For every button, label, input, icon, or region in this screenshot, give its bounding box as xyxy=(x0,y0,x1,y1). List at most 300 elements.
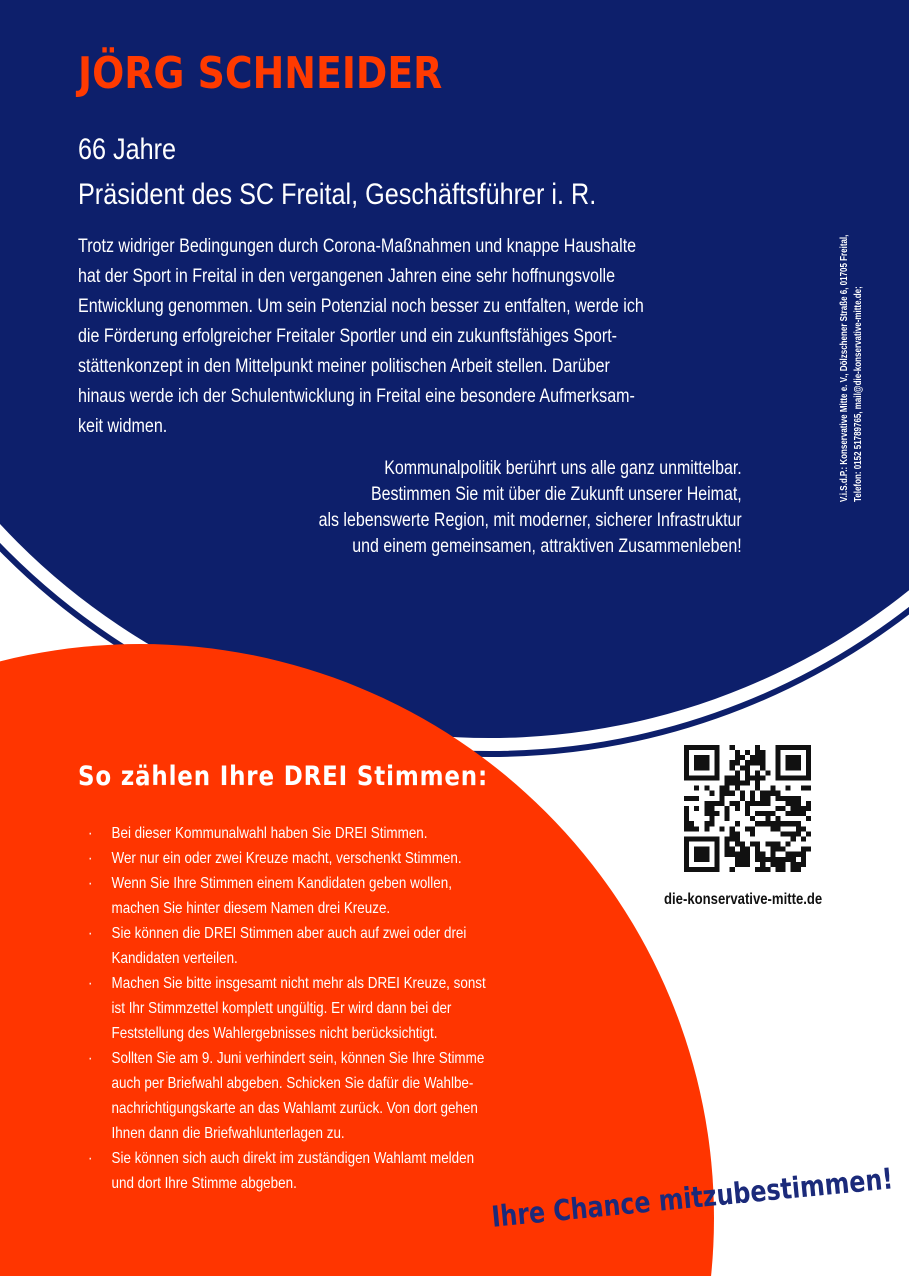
qr-module xyxy=(755,755,760,760)
qr-module xyxy=(689,796,694,801)
qr-module xyxy=(775,796,780,801)
bullet: · xyxy=(88,825,93,842)
list-item xyxy=(88,871,542,921)
bullet: · xyxy=(88,1150,93,1167)
qr-module xyxy=(791,857,796,862)
qr-module xyxy=(709,791,714,796)
qr-module xyxy=(704,786,709,791)
voting-rules-list xyxy=(88,821,542,1196)
qr-module xyxy=(699,852,704,857)
qr-module xyxy=(694,836,699,841)
intro-text xyxy=(78,232,746,442)
qr-module xyxy=(806,786,811,791)
qr-module xyxy=(745,826,750,831)
qr-module xyxy=(775,842,780,847)
qr-module xyxy=(725,775,730,780)
qr-module xyxy=(735,842,740,847)
qr-module xyxy=(770,862,775,867)
qr-module xyxy=(770,842,775,847)
qr-module xyxy=(684,770,689,775)
list-item xyxy=(88,921,542,971)
qr-module xyxy=(755,847,760,852)
qr-module xyxy=(740,781,745,786)
qr-module xyxy=(775,770,780,775)
qr-module xyxy=(704,867,709,872)
qr-module xyxy=(781,862,786,867)
qr-module xyxy=(775,750,780,755)
qr-module xyxy=(750,775,755,780)
qr-module xyxy=(699,836,704,841)
qr-module xyxy=(791,775,796,780)
qr-module xyxy=(689,745,694,750)
qr-module xyxy=(684,796,689,801)
qr-module xyxy=(735,775,740,780)
qr-module xyxy=(796,765,801,770)
qr-module xyxy=(765,821,770,826)
qr-module xyxy=(699,760,704,765)
qr-module xyxy=(786,821,791,826)
qr-module xyxy=(786,755,791,760)
qr-module xyxy=(791,836,796,841)
qr-module xyxy=(714,775,719,780)
qr-module xyxy=(684,867,689,872)
qr-module xyxy=(730,765,735,770)
qr-module xyxy=(699,775,704,780)
list-item xyxy=(88,1046,542,1146)
qr-module xyxy=(755,775,760,780)
qr-module xyxy=(796,862,801,867)
qr-module xyxy=(760,765,765,770)
qr-module xyxy=(714,811,719,816)
qr-module xyxy=(714,852,719,857)
qr-module xyxy=(699,755,704,760)
qr-module xyxy=(781,831,786,836)
qr-module xyxy=(745,781,750,786)
qr-module xyxy=(709,775,714,780)
qr-module xyxy=(796,831,801,836)
qr-module xyxy=(770,821,775,826)
qr-module xyxy=(750,816,755,821)
website-link[interactable]: die-konservative-mitte.de xyxy=(664,891,823,908)
qr-module xyxy=(801,857,806,862)
qr-module xyxy=(755,745,760,750)
list-item-line: Sie können sich auch direkt im zuständigen Wahlamt melden xyxy=(111,1150,475,1167)
qr-module xyxy=(760,760,765,765)
qr-module xyxy=(791,852,796,857)
list-item xyxy=(88,1146,542,1196)
qr-module xyxy=(796,826,801,831)
qr-module xyxy=(694,847,699,852)
qr-module xyxy=(684,811,689,816)
qr-module xyxy=(745,847,750,852)
qr-module xyxy=(791,821,796,826)
appeal-line: Kommunalpolitik berührt uns alle ganz unmittelbar. xyxy=(384,458,742,479)
qr-module xyxy=(740,847,745,852)
qr-module xyxy=(735,750,740,755)
intro-line: stättenkonzept in den Mittelpunkt meiner politischen Arbeit stellen. Darüber xyxy=(78,356,610,377)
qr-module xyxy=(765,796,770,801)
qr-module xyxy=(725,806,730,811)
qr-module xyxy=(791,831,796,836)
list-item-line: Wenn Sie Ihre Stimmen einem Kandidaten geben wollen, xyxy=(111,875,452,892)
qr-module xyxy=(704,755,709,760)
qr-module xyxy=(775,847,780,852)
qr-module xyxy=(740,765,745,770)
qr-module xyxy=(699,867,704,872)
qr-module xyxy=(704,847,709,852)
qr-module xyxy=(791,755,796,760)
qr-module xyxy=(786,745,791,750)
qr-module xyxy=(704,826,709,831)
qr-module xyxy=(709,836,714,841)
qr-module xyxy=(791,862,796,867)
qr-module xyxy=(709,867,714,872)
qr-module xyxy=(699,857,704,862)
qr-module xyxy=(745,760,750,765)
appeal-line: als lebenswerte Region, mit moderner, sicherer Infrastruktur xyxy=(318,510,742,531)
qr-module xyxy=(765,801,770,806)
qr-module xyxy=(694,775,699,780)
qr-module xyxy=(730,847,735,852)
qr-module xyxy=(806,806,811,811)
qr-module xyxy=(801,847,806,852)
votes-heading: So zählen Ihre DREI Stimmen: xyxy=(78,761,488,792)
qr-module xyxy=(755,867,760,872)
qr-module xyxy=(709,806,714,811)
qr-module xyxy=(755,760,760,765)
qr-module xyxy=(745,806,750,811)
qr-module xyxy=(735,852,740,857)
slogan: Ihre Chance mitzubestimmen! xyxy=(490,1161,895,1234)
qr-module xyxy=(745,801,750,806)
qr-module xyxy=(730,760,735,765)
qr-module xyxy=(740,862,745,867)
qr-module xyxy=(684,775,689,780)
qr-module xyxy=(684,806,689,811)
qr-module xyxy=(714,801,719,806)
qr-module xyxy=(714,862,719,867)
qr-module xyxy=(755,852,760,857)
qr-module xyxy=(806,801,811,806)
qr-module xyxy=(760,796,765,801)
qr-module xyxy=(714,857,719,862)
list-item-line: Ihnen dann die Briefwahlunterlagen zu. xyxy=(111,1125,345,1142)
qr-module xyxy=(694,760,699,765)
qr-module xyxy=(694,826,699,831)
qr-module xyxy=(791,811,796,816)
qr-module xyxy=(755,821,760,826)
qr-module xyxy=(755,770,760,775)
appeal-line: und einem gemeinsamen, attraktiven Zusammenleben! xyxy=(352,536,742,557)
qr-module xyxy=(735,801,740,806)
qr-module xyxy=(765,791,770,796)
qr-module xyxy=(730,867,735,872)
qr-module xyxy=(796,745,801,750)
qr-module xyxy=(725,852,730,857)
qr-module xyxy=(689,775,694,780)
qr-module xyxy=(730,852,735,857)
qr-module xyxy=(801,806,806,811)
qr-module xyxy=(791,796,796,801)
qr-module xyxy=(750,842,755,847)
qr-module xyxy=(745,770,750,775)
qr-module xyxy=(704,801,709,806)
qr-module xyxy=(775,755,780,760)
qr-module xyxy=(730,775,735,780)
qr-module xyxy=(730,801,735,806)
qr-module xyxy=(735,831,740,836)
qr-module xyxy=(684,842,689,847)
qr-module xyxy=(781,847,786,852)
qr-module xyxy=(704,760,709,765)
qr-module xyxy=(714,760,719,765)
qr-module xyxy=(704,765,709,770)
qr-module xyxy=(684,857,689,862)
qr-module xyxy=(730,836,735,841)
intro-line: Trotz widriger Bedingungen durch Corona-Maßnahmen und knappe Haushalte xyxy=(78,236,637,257)
list-item-line: machen Sie hinter diesem Namen drei Kreuze. xyxy=(111,900,391,917)
qr-module xyxy=(796,821,801,826)
qr-module xyxy=(806,750,811,755)
qr-module xyxy=(786,765,791,770)
qr-module xyxy=(684,862,689,867)
qr-module xyxy=(694,806,699,811)
qr-module xyxy=(770,811,775,816)
intro-line: keit widmen. xyxy=(78,416,168,437)
qr-module xyxy=(775,857,780,862)
qr-module xyxy=(704,745,709,750)
qr-module xyxy=(775,765,780,770)
qr-module xyxy=(760,821,765,826)
qr-module xyxy=(745,857,750,862)
qr-module xyxy=(684,836,689,841)
qr-module xyxy=(760,750,765,755)
qr-module xyxy=(704,852,709,857)
qr-module xyxy=(806,831,811,836)
qr-module xyxy=(704,836,709,841)
intro-line: die Förderung erfolgreicher Freitaler Sportler und ein zukunftsfähiges Sport- xyxy=(78,326,618,347)
qr-module xyxy=(730,826,735,831)
qr-module xyxy=(796,806,801,811)
qr-module xyxy=(750,831,755,836)
qr-module xyxy=(801,826,806,831)
qr-module xyxy=(791,760,796,765)
qr-module xyxy=(786,842,791,847)
qr-module xyxy=(720,826,725,831)
qr-module xyxy=(750,801,755,806)
qr-module xyxy=(781,775,786,780)
qr-module xyxy=(801,745,806,750)
qr-module xyxy=(781,821,786,826)
qr-module xyxy=(725,786,730,791)
qr-module xyxy=(730,781,735,786)
qr-module xyxy=(760,791,765,796)
qr-module xyxy=(755,801,760,806)
qr-module xyxy=(765,842,770,847)
list-item-line: auch per Briefwahl abgeben. Schicken Sie dafür die Wahlbe- xyxy=(111,1075,474,1092)
list-item-line: Sollten Sie am 9. Juni verhindert sein, können Sie Ihre Stimme xyxy=(111,1050,485,1067)
qr-module xyxy=(709,811,714,816)
qr-module xyxy=(735,862,740,867)
qr-module xyxy=(755,786,760,791)
qr-module xyxy=(694,765,699,770)
qr-module xyxy=(770,857,775,862)
qr-module xyxy=(740,791,745,796)
qr-module xyxy=(694,786,699,791)
appeal-text xyxy=(319,456,742,560)
qr-module xyxy=(770,852,775,857)
qr-module xyxy=(684,750,689,755)
qr-module xyxy=(796,801,801,806)
qr-module xyxy=(709,816,714,821)
qr-module xyxy=(786,801,791,806)
qr-module xyxy=(720,786,725,791)
qr-module xyxy=(704,806,709,811)
qr-module xyxy=(694,867,699,872)
qr-module xyxy=(725,847,730,852)
appeal-line: Bestimmen Sie mit über die Zukunft unserer Heimat, xyxy=(371,484,742,505)
qr-module xyxy=(699,765,704,770)
qr-module xyxy=(796,867,801,872)
qr-module xyxy=(735,857,740,862)
qr-module xyxy=(781,806,786,811)
qr-module xyxy=(684,765,689,770)
qr-module xyxy=(765,770,770,775)
qr-module xyxy=(725,791,730,796)
qr-module xyxy=(801,852,806,857)
qr-module xyxy=(694,755,699,760)
qr-module xyxy=(760,862,765,867)
qr-module xyxy=(740,755,745,760)
qr-module xyxy=(796,811,801,816)
qr-module xyxy=(694,796,699,801)
qr-module xyxy=(806,770,811,775)
qr-module xyxy=(770,791,775,796)
qr-module xyxy=(689,836,694,841)
qr-module xyxy=(714,745,719,750)
qr-module xyxy=(801,836,806,841)
qr-module xyxy=(801,786,806,791)
qr-module xyxy=(801,775,806,780)
bullet: · xyxy=(88,925,93,942)
qr-module xyxy=(735,770,740,775)
qr-module xyxy=(765,867,770,872)
qr-module xyxy=(714,765,719,770)
qr-module xyxy=(755,781,760,786)
qr-module xyxy=(791,765,796,770)
qr-module xyxy=(709,821,714,826)
bullet: · xyxy=(88,875,93,892)
qr-module xyxy=(806,755,811,760)
qr-module xyxy=(806,760,811,765)
list-item xyxy=(88,971,542,1046)
imprint xyxy=(838,234,866,503)
qr-module xyxy=(755,842,760,847)
qr-module xyxy=(791,745,796,750)
qr-module xyxy=(684,755,689,760)
qr-module xyxy=(745,852,750,857)
qr-module xyxy=(786,775,791,780)
list-item-line: Kandidaten verteilen. xyxy=(111,950,238,967)
qr-module xyxy=(775,816,780,821)
qr-module xyxy=(775,760,780,765)
qr-module xyxy=(704,821,709,826)
qr-module xyxy=(725,811,730,816)
qr-module xyxy=(714,842,719,847)
qr-module xyxy=(720,801,725,806)
qr-module xyxy=(786,760,791,765)
qr-module xyxy=(760,811,765,816)
qr-module xyxy=(801,862,806,867)
list-item-line: Bei dieser Kommunalwahl haben Sie DREI Stimmen. xyxy=(111,825,428,842)
list-item-line: Feststellung des Wahlergebnisses nicht berücksichtigt. xyxy=(111,1025,438,1042)
qr-module xyxy=(750,796,755,801)
qr-module xyxy=(735,836,740,841)
bullet: · xyxy=(88,1050,93,1067)
qr-module xyxy=(806,765,811,770)
candidate-position: Präsident des SC Freital, Geschäftsführer i. R. xyxy=(78,178,597,211)
qr-module xyxy=(720,791,725,796)
qr-module xyxy=(714,867,719,872)
qr-module xyxy=(740,857,745,862)
qr-module xyxy=(775,775,780,780)
qr-module xyxy=(786,852,791,857)
qr-module xyxy=(760,852,765,857)
qr-module xyxy=(740,852,745,857)
qr-module xyxy=(684,816,689,821)
qr-module xyxy=(760,775,765,780)
qr-module xyxy=(735,786,740,791)
qr-module xyxy=(760,857,765,862)
qr-module xyxy=(684,821,689,826)
qr-module xyxy=(745,765,750,770)
qr-module xyxy=(689,826,694,831)
qr-module xyxy=(750,760,755,765)
qr-module xyxy=(791,806,796,811)
qr-module xyxy=(791,867,796,872)
qr-module xyxy=(725,781,730,786)
list-item-line: Wer nur ein oder zwei Kreuze macht, verschenkt Stimmen. xyxy=(111,850,462,867)
qr-module xyxy=(781,867,786,872)
qr-module xyxy=(755,750,760,755)
qr-module xyxy=(781,857,786,862)
intro-line: Entwicklung genommen. Um sein Potenzial noch besser zu entfalten, werde ich xyxy=(78,296,644,317)
qr-module xyxy=(770,786,775,791)
qr-module xyxy=(806,745,811,750)
qr-module xyxy=(684,852,689,857)
list-item-line: und dort Ihre Stimme abgeben. xyxy=(111,1175,297,1192)
qr-module xyxy=(781,796,786,801)
qr-module xyxy=(775,791,780,796)
qr-module xyxy=(730,831,735,836)
qr-module xyxy=(796,760,801,765)
imprint-line: V.i.S.d.P.: Konservative Mitte e. V., Dölzschener Straße 6, 01705 Freital, xyxy=(839,234,850,503)
qr-module xyxy=(786,831,791,836)
qr-module xyxy=(755,857,760,862)
list-item-line: Machen Sie bitte insgesamt nicht mehr als DREI Kreuze, sonst xyxy=(111,975,486,992)
qr-module xyxy=(775,867,780,872)
qr-module xyxy=(786,786,791,791)
qr-module xyxy=(725,842,730,847)
qr-module xyxy=(735,806,740,811)
qr-code-icon[interactable] xyxy=(684,745,811,872)
qr-module xyxy=(806,816,811,821)
qr-module xyxy=(684,847,689,852)
candidate-name: JÖRG SCHNEIDER xyxy=(78,48,443,99)
qr-module xyxy=(699,745,704,750)
qr-module xyxy=(765,857,770,862)
qr-module xyxy=(796,796,801,801)
